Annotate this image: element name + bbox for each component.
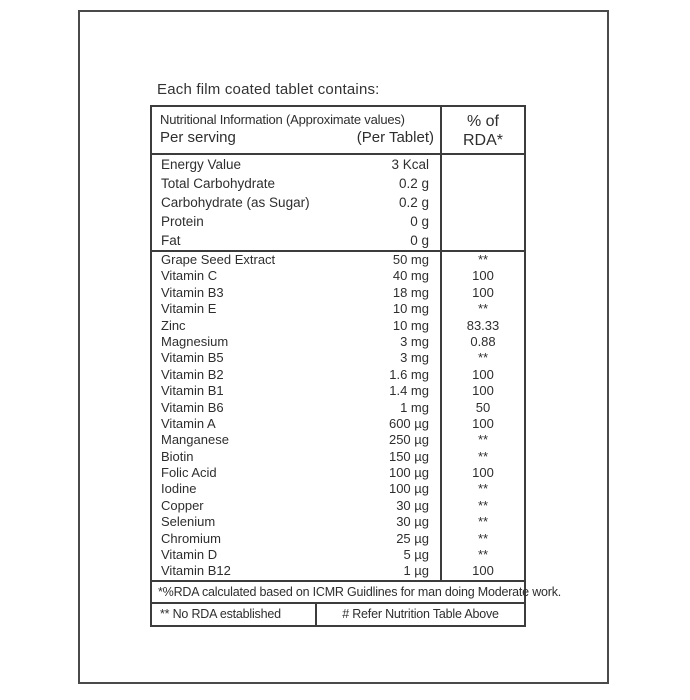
nutrient-rda xyxy=(440,212,524,231)
nutrient-amount: 1.4 mg xyxy=(389,383,429,399)
header-info-line: Nutritional Information (Approximate values) xyxy=(160,112,405,127)
nutrient-rda: 50 xyxy=(440,400,524,416)
macronutrients-section xyxy=(152,155,524,252)
table-row xyxy=(152,498,524,514)
nutrient-name: Vitamin B2 xyxy=(161,366,224,382)
nutrient-amount: 0.2 g xyxy=(398,195,429,210)
nutrient-amount: 150 µg xyxy=(388,448,429,464)
header-rda-cell xyxy=(440,107,524,153)
table-row xyxy=(152,174,524,193)
nutrient-amount: 3 Kcal xyxy=(391,157,429,172)
header-rda-line2: RDA* xyxy=(462,132,503,149)
header-rda-line1: % of xyxy=(466,113,499,130)
nutrient-name: Vitamin E xyxy=(161,301,217,317)
rda-note-row: *%RDA calculated based on ICMR Guidlines for man doing Moderate work. xyxy=(152,582,524,604)
nutrient-rda xyxy=(440,155,524,174)
nutrient-name: Carbohydrate (as Sugar) xyxy=(161,195,310,210)
header-per-serving: Per serving xyxy=(160,129,236,146)
nutrient-rda: 100 xyxy=(440,563,524,579)
nutrient-rda: 83.33 xyxy=(440,318,524,334)
nutrient-name: Chromium xyxy=(161,530,221,546)
table-row xyxy=(152,481,524,497)
table-row xyxy=(152,318,524,334)
table-row xyxy=(152,285,524,301)
nutrient-rda: 100 xyxy=(440,268,524,284)
nutrient-amount: 30 µg xyxy=(396,514,429,530)
nutrient-amount: 3 mg xyxy=(400,350,429,366)
nutrient-amount: 40 mg xyxy=(392,268,429,284)
nutrient-rda: ** xyxy=(440,498,524,514)
nutrient-rda: 100 xyxy=(440,465,524,481)
nutrient-name: Selenium xyxy=(161,514,216,530)
table-row xyxy=(152,400,524,416)
nutrient-amount: 5 µg xyxy=(403,547,429,563)
nutrient-name: Vitamin B3 xyxy=(161,284,224,300)
nutrient-name: Vitamin B1 xyxy=(161,383,224,399)
nutrient-rda xyxy=(440,231,524,250)
nutrient-name: Vitamin C xyxy=(161,268,218,284)
nutrient-rda: 0.88 xyxy=(440,334,524,350)
nutrient-amount: 100 µg xyxy=(388,465,429,481)
nutrient-name: Biotin xyxy=(161,448,194,464)
nutrient-rda: ** xyxy=(440,252,524,268)
nutrient-amount: 30 µg xyxy=(396,497,429,513)
micronutrients-section xyxy=(152,252,524,582)
nutrient-rda: ** xyxy=(440,531,524,547)
nutrient-name: Grape Seed Extract xyxy=(161,252,276,267)
nutrient-rda: ** xyxy=(440,301,524,317)
header-per-tablet: (Per Tablet) xyxy=(356,129,434,146)
nutrient-amount: 600 µg xyxy=(388,415,429,431)
nutrient-name: Total Carbohydrate xyxy=(161,176,276,191)
table-row xyxy=(152,416,524,432)
footnote-row xyxy=(152,604,524,625)
table-row xyxy=(152,432,524,448)
nutrient-name: Fat xyxy=(161,233,181,248)
nutrient-name: Magnesium xyxy=(161,333,229,349)
nutrient-name: Vitamin B5 xyxy=(161,350,224,366)
nutrient-name: Iodine xyxy=(161,481,197,497)
nutrient-amount: 3 mg xyxy=(400,333,429,349)
refer-nutrition-footnote: # Refer Nutrition Table Above xyxy=(342,606,499,621)
table-header-row xyxy=(152,107,524,155)
table-row xyxy=(152,231,524,250)
nutrient-rda: ** xyxy=(440,449,524,465)
nutrient-rda: 100 xyxy=(440,367,524,383)
nutrient-rda: ** xyxy=(440,350,524,366)
nutrient-amount: 0.2 g xyxy=(398,176,429,191)
nutrient-rda: 100 xyxy=(440,416,524,432)
nutrient-name: Vitamin A xyxy=(161,415,216,431)
nutrient-amount: 1.6 mg xyxy=(389,366,429,382)
nutrient-rda xyxy=(440,174,524,193)
table-row xyxy=(152,334,524,350)
nutrient-name: Folic Acid xyxy=(161,465,217,481)
table-row xyxy=(152,252,524,268)
nutrient-amount: 0 g xyxy=(410,214,429,229)
nutrient-amount: 50 mg xyxy=(392,252,429,267)
nutrient-amount: 100 µg xyxy=(388,481,429,497)
nutrient-amount: 0 g xyxy=(410,233,429,248)
no-rda-footnote: ** No RDA established xyxy=(152,604,317,625)
table-row xyxy=(152,514,524,530)
nutrient-rda: 100 xyxy=(440,383,524,399)
table-row xyxy=(152,268,524,284)
table-row xyxy=(152,563,524,579)
nutrient-amount: 10 mg xyxy=(392,301,429,317)
nutrient-name: Copper xyxy=(161,497,204,513)
nutrient-name: Zinc xyxy=(161,317,186,333)
table-row xyxy=(152,301,524,317)
label-border-frame xyxy=(78,10,609,684)
nutrient-rda: ** xyxy=(440,514,524,530)
nutrient-rda xyxy=(440,193,524,212)
table-row xyxy=(152,350,524,366)
table-row xyxy=(152,193,524,212)
nutrient-amount: 18 mg xyxy=(392,284,429,300)
nutrient-rda: ** xyxy=(440,481,524,497)
table-row xyxy=(152,547,524,563)
nutrition-table xyxy=(150,105,562,627)
table-row xyxy=(152,212,524,231)
nutrient-amount: 25 µg xyxy=(396,530,429,546)
table-row xyxy=(152,155,524,174)
table-row xyxy=(152,367,524,383)
nutrient-name: Vitamin B6 xyxy=(161,399,224,415)
nutrient-name: Vitamin D xyxy=(161,547,218,563)
nutrient-name: Manganese xyxy=(161,432,229,448)
header-serving-line xyxy=(160,129,436,146)
nutrient-amount: 250 µg xyxy=(388,432,429,448)
nutrient-amount: 1 µg xyxy=(403,563,429,579)
nutrient-rda: ** xyxy=(440,547,524,563)
table-row xyxy=(152,465,524,481)
nutrient-name: Energy Value xyxy=(161,157,242,172)
nutrient-amount: 1 mg xyxy=(400,399,429,415)
label-title: Each film coated tablet contains: xyxy=(157,81,380,98)
table-row xyxy=(152,449,524,465)
table-row xyxy=(152,531,524,547)
header-left-cell xyxy=(152,107,440,153)
table-row xyxy=(152,383,524,399)
nutrient-amount: 10 mg xyxy=(392,317,429,333)
nutrient-rda: ** xyxy=(440,432,524,448)
nutrient-name: Protein xyxy=(161,214,204,229)
nutrient-name: Vitamin B12 xyxy=(161,563,231,579)
nutrient-rda: 100 xyxy=(440,285,524,301)
